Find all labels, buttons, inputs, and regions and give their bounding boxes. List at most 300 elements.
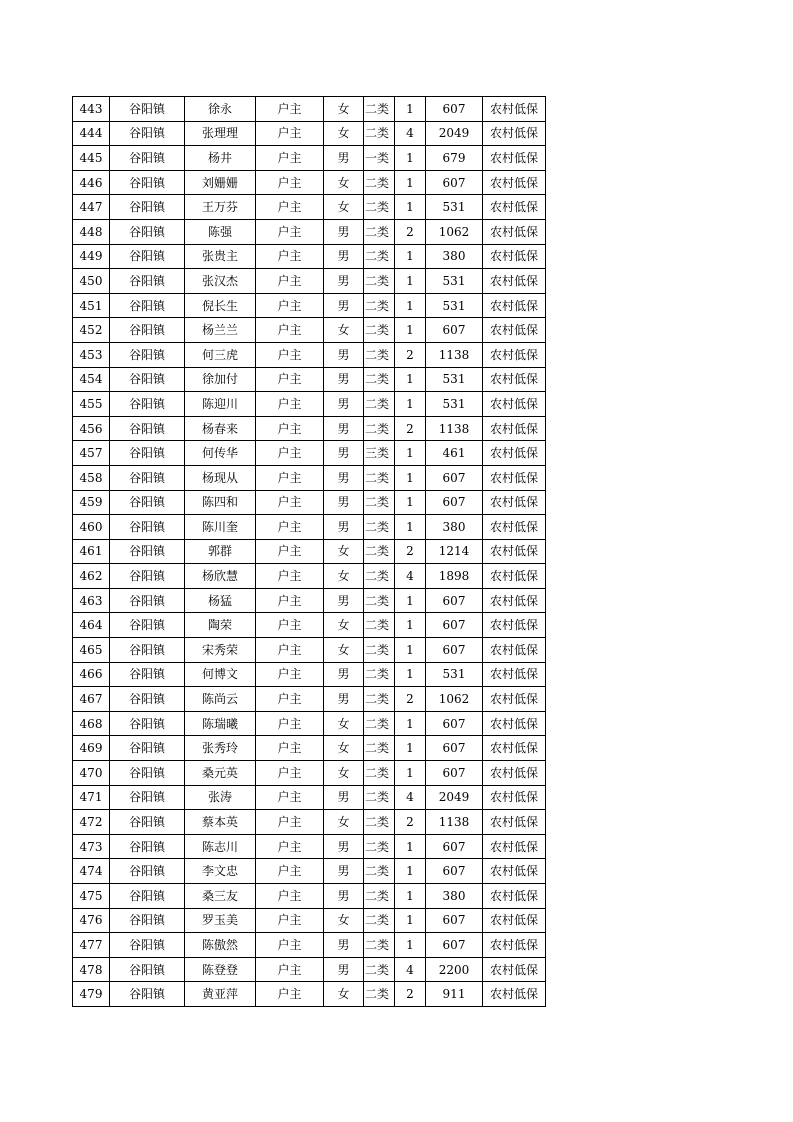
town-cell: 谷阳镇 <box>110 367 185 392</box>
gender-cell: 男 <box>324 687 364 712</box>
household-size-cell: 2 <box>395 416 426 441</box>
household-size-cell: 2 <box>395 810 426 835</box>
amount-cell: 380 <box>426 244 483 269</box>
relation-cell: 户主 <box>256 515 324 540</box>
name-cell: 王万芬 <box>185 195 256 220</box>
table-row <box>73 244 546 269</box>
relation-cell: 户主 <box>256 957 324 982</box>
amount-cell: 607 <box>426 613 483 638</box>
relation-cell: 户主 <box>256 982 324 1007</box>
program-cell: 农村低保 <box>483 367 546 392</box>
category-cell: 二类 <box>364 170 395 195</box>
table-row <box>73 662 546 687</box>
name-cell: 蔡本英 <box>185 810 256 835</box>
household-size-cell: 1 <box>395 392 426 417</box>
program-cell: 农村低保 <box>483 441 546 466</box>
gender-cell: 男 <box>324 490 364 515</box>
gender-cell: 女 <box>324 97 364 122</box>
name-cell: 陈登登 <box>185 957 256 982</box>
name-cell: 杨猛 <box>185 588 256 613</box>
town-cell: 谷阳镇 <box>110 121 185 146</box>
table-row <box>73 687 546 712</box>
amount-cell: 531 <box>426 367 483 392</box>
town-cell: 谷阳镇 <box>110 490 185 515</box>
gender-cell: 女 <box>324 638 364 663</box>
relation-cell: 户主 <box>256 269 324 294</box>
name-cell: 陈迎川 <box>185 392 256 417</box>
household-size-cell: 1 <box>395 933 426 958</box>
amount-cell: 1138 <box>426 342 483 367</box>
relation-cell: 户主 <box>256 810 324 835</box>
relation-cell: 户主 <box>256 170 324 195</box>
household-size-cell: 1 <box>395 662 426 687</box>
relation-cell: 户主 <box>256 219 324 244</box>
town-cell: 谷阳镇 <box>110 293 185 318</box>
table-row <box>73 736 546 761</box>
row-number-cell: 463 <box>73 588 110 613</box>
gender-cell: 男 <box>324 269 364 294</box>
town-cell: 谷阳镇 <box>110 416 185 441</box>
table-row <box>73 588 546 613</box>
table-row <box>73 859 546 884</box>
program-cell: 农村低保 <box>483 244 546 269</box>
program-cell: 农村低保 <box>483 515 546 540</box>
relation-cell: 户主 <box>256 613 324 638</box>
relation-cell: 户主 <box>256 933 324 958</box>
gender-cell: 女 <box>324 564 364 589</box>
table-row <box>73 785 546 810</box>
town-cell: 谷阳镇 <box>110 441 185 466</box>
row-number-cell: 467 <box>73 687 110 712</box>
row-number-cell: 468 <box>73 711 110 736</box>
program-cell: 农村低保 <box>483 392 546 417</box>
relation-cell: 户主 <box>256 638 324 663</box>
program-cell: 农村低保 <box>483 269 546 294</box>
household-size-cell: 1 <box>395 859 426 884</box>
name-cell: 李文忠 <box>185 859 256 884</box>
amount-cell: 607 <box>426 588 483 613</box>
name-cell: 宋秀荣 <box>185 638 256 663</box>
table-row <box>73 146 546 171</box>
row-number-cell: 472 <box>73 810 110 835</box>
row-number-cell: 462 <box>73 564 110 589</box>
program-cell: 农村低保 <box>483 121 546 146</box>
row-number-cell: 453 <box>73 342 110 367</box>
amount-cell: 607 <box>426 859 483 884</box>
town-cell: 谷阳镇 <box>110 908 185 933</box>
category-cell: 二类 <box>364 342 395 367</box>
program-cell: 农村低保 <box>483 982 546 1007</box>
name-cell: 桑三友 <box>185 884 256 909</box>
category-cell: 二类 <box>364 564 395 589</box>
household-size-cell: 1 <box>395 441 426 466</box>
gender-cell: 女 <box>324 810 364 835</box>
town-cell: 谷阳镇 <box>110 638 185 663</box>
town-cell: 谷阳镇 <box>110 613 185 638</box>
program-cell: 农村低保 <box>483 785 546 810</box>
household-size-cell: 1 <box>395 736 426 761</box>
table-row <box>73 908 546 933</box>
name-cell: 张秀玲 <box>185 736 256 761</box>
gender-cell: 女 <box>324 761 364 786</box>
amount-cell: 1138 <box>426 810 483 835</box>
town-cell: 谷阳镇 <box>110 982 185 1007</box>
category-cell: 二类 <box>364 908 395 933</box>
relation-cell: 户主 <box>256 342 324 367</box>
household-size-cell: 1 <box>395 588 426 613</box>
household-size-cell: 1 <box>395 613 426 638</box>
amount-cell: 911 <box>426 982 483 1007</box>
category-cell: 二类 <box>364 515 395 540</box>
program-cell: 农村低保 <box>483 195 546 220</box>
name-cell: 陈傲然 <box>185 933 256 958</box>
relation-cell: 户主 <box>256 736 324 761</box>
category-cell: 二类 <box>364 933 395 958</box>
table-row <box>73 441 546 466</box>
town-cell: 谷阳镇 <box>110 859 185 884</box>
town-cell: 谷阳镇 <box>110 269 185 294</box>
table-row <box>73 219 546 244</box>
row-number-cell: 452 <box>73 318 110 343</box>
town-cell: 谷阳镇 <box>110 244 185 269</box>
program-cell: 农村低保 <box>483 761 546 786</box>
town-cell: 谷阳镇 <box>110 219 185 244</box>
household-size-cell: 1 <box>395 293 426 318</box>
household-size-cell: 1 <box>395 367 426 392</box>
table-row <box>73 342 546 367</box>
gender-cell: 男 <box>324 859 364 884</box>
gender-cell: 女 <box>324 121 364 146</box>
table-row <box>73 416 546 441</box>
row-number-cell: 449 <box>73 244 110 269</box>
category-cell: 二类 <box>364 613 395 638</box>
program-cell: 农村低保 <box>483 884 546 909</box>
town-cell: 谷阳镇 <box>110 195 185 220</box>
program-cell: 农村低保 <box>483 293 546 318</box>
name-cell: 刘姗姗 <box>185 170 256 195</box>
relation-cell: 户主 <box>256 884 324 909</box>
amount-cell: 607 <box>426 736 483 761</box>
program-cell: 农村低保 <box>483 908 546 933</box>
relation-cell: 户主 <box>256 146 324 171</box>
amount-cell: 1062 <box>426 219 483 244</box>
category-cell: 二类 <box>364 219 395 244</box>
name-cell: 杨兰兰 <box>185 318 256 343</box>
relation-cell: 户主 <box>256 662 324 687</box>
gender-cell: 女 <box>324 318 364 343</box>
household-size-cell: 1 <box>395 318 426 343</box>
name-cell: 何三虎 <box>185 342 256 367</box>
program-cell: 农村低保 <box>483 539 546 564</box>
town-cell: 谷阳镇 <box>110 711 185 736</box>
amount-cell: 531 <box>426 293 483 318</box>
table-row <box>73 392 546 417</box>
name-cell: 罗玉美 <box>185 908 256 933</box>
table-row <box>73 318 546 343</box>
gender-cell: 女 <box>324 613 364 638</box>
household-size-cell: 1 <box>395 195 426 220</box>
table-row <box>73 933 546 958</box>
town-cell: 谷阳镇 <box>110 170 185 195</box>
amount-cell: 531 <box>426 195 483 220</box>
table-row <box>73 638 546 663</box>
category-cell: 二类 <box>364 318 395 343</box>
gender-cell: 男 <box>324 244 364 269</box>
table-row <box>73 490 546 515</box>
name-cell: 杨现从 <box>185 465 256 490</box>
gender-cell: 男 <box>324 392 364 417</box>
relation-cell: 户主 <box>256 859 324 884</box>
amount-cell: 607 <box>426 834 483 859</box>
row-number-cell: 455 <box>73 392 110 417</box>
table-row <box>73 170 546 195</box>
row-number-cell: 471 <box>73 785 110 810</box>
amount-cell: 607 <box>426 711 483 736</box>
amount-cell: 607 <box>426 761 483 786</box>
name-cell: 杨春来 <box>185 416 256 441</box>
table-row <box>73 97 546 122</box>
amount-cell: 1138 <box>426 416 483 441</box>
row-number-cell: 443 <box>73 97 110 122</box>
household-size-cell: 1 <box>395 884 426 909</box>
town-cell: 谷阳镇 <box>110 342 185 367</box>
relation-cell: 户主 <box>256 97 324 122</box>
category-cell: 二类 <box>364 957 395 982</box>
gender-cell: 男 <box>324 416 364 441</box>
household-size-cell: 1 <box>395 761 426 786</box>
town-cell: 谷阳镇 <box>110 392 185 417</box>
category-cell: 一类 <box>364 146 395 171</box>
row-number-cell: 464 <box>73 613 110 638</box>
category-cell: 二类 <box>364 785 395 810</box>
gender-cell: 男 <box>324 441 364 466</box>
program-cell: 农村低保 <box>483 490 546 515</box>
row-number-cell: 460 <box>73 515 110 540</box>
amount-cell: 2049 <box>426 785 483 810</box>
row-number-cell: 465 <box>73 638 110 663</box>
town-cell: 谷阳镇 <box>110 736 185 761</box>
household-size-cell: 2 <box>395 342 426 367</box>
household-size-cell: 1 <box>395 515 426 540</box>
gender-cell: 男 <box>324 367 364 392</box>
name-cell: 何博文 <box>185 662 256 687</box>
gender-cell: 女 <box>324 736 364 761</box>
amount-cell: 607 <box>426 170 483 195</box>
household-size-cell: 1 <box>395 244 426 269</box>
category-cell: 二类 <box>364 539 395 564</box>
gender-cell: 男 <box>324 515 364 540</box>
row-number-cell: 445 <box>73 146 110 171</box>
town-cell: 谷阳镇 <box>110 662 185 687</box>
table-row <box>73 195 546 220</box>
relation-cell: 户主 <box>256 564 324 589</box>
relation-cell: 户主 <box>256 465 324 490</box>
table-row <box>73 539 546 564</box>
program-cell: 农村低保 <box>483 170 546 195</box>
amount-cell: 1214 <box>426 539 483 564</box>
gender-cell: 男 <box>324 219 364 244</box>
household-size-cell: 4 <box>395 564 426 589</box>
row-number-cell: 459 <box>73 490 110 515</box>
row-number-cell: 461 <box>73 539 110 564</box>
program-cell: 农村低保 <box>483 662 546 687</box>
category-cell: 二类 <box>364 416 395 441</box>
amount-cell: 1062 <box>426 687 483 712</box>
household-size-cell: 1 <box>395 908 426 933</box>
town-cell: 谷阳镇 <box>110 957 185 982</box>
table-row <box>73 367 546 392</box>
row-number-cell: 447 <box>73 195 110 220</box>
gender-cell: 女 <box>324 195 364 220</box>
household-size-cell: 2 <box>395 687 426 712</box>
name-cell: 徐永 <box>185 97 256 122</box>
amount-cell: 380 <box>426 884 483 909</box>
gender-cell: 女 <box>324 982 364 1007</box>
amount-cell: 607 <box>426 933 483 958</box>
household-size-cell: 1 <box>395 146 426 171</box>
relation-cell: 户主 <box>256 121 324 146</box>
category-cell: 二类 <box>364 687 395 712</box>
household-size-cell: 1 <box>395 269 426 294</box>
amount-cell: 531 <box>426 392 483 417</box>
table-body <box>73 97 546 1007</box>
relation-cell: 户主 <box>256 687 324 712</box>
program-cell: 农村低保 <box>483 613 546 638</box>
category-cell: 二类 <box>364 859 395 884</box>
town-cell: 谷阳镇 <box>110 810 185 835</box>
category-cell: 二类 <box>364 810 395 835</box>
row-number-cell: 456 <box>73 416 110 441</box>
category-cell: 二类 <box>364 121 395 146</box>
name-cell: 倪长生 <box>185 293 256 318</box>
table-row <box>73 465 546 490</box>
gender-cell: 男 <box>324 588 364 613</box>
town-cell: 谷阳镇 <box>110 933 185 958</box>
program-cell: 农村低保 <box>483 146 546 171</box>
gender-cell: 男 <box>324 662 364 687</box>
table-row <box>73 564 546 589</box>
row-number-cell: 448 <box>73 219 110 244</box>
relation-cell: 户主 <box>256 761 324 786</box>
relation-cell: 户主 <box>256 834 324 859</box>
gender-cell: 女 <box>324 170 364 195</box>
category-cell: 二类 <box>364 638 395 663</box>
relation-cell: 户主 <box>256 785 324 810</box>
row-number-cell: 477 <box>73 933 110 958</box>
relation-cell: 户主 <box>256 392 324 417</box>
gender-cell: 男 <box>324 834 364 859</box>
table-row <box>73 810 546 835</box>
household-size-cell: 4 <box>395 957 426 982</box>
amount-cell: 607 <box>426 97 483 122</box>
name-cell: 桑元英 <box>185 761 256 786</box>
category-cell: 二类 <box>364 662 395 687</box>
name-cell: 徐加付 <box>185 367 256 392</box>
category-cell: 二类 <box>364 244 395 269</box>
table-row <box>73 711 546 736</box>
name-cell: 张理理 <box>185 121 256 146</box>
amount-cell: 1898 <box>426 564 483 589</box>
gender-cell: 女 <box>324 711 364 736</box>
amount-cell: 607 <box>426 490 483 515</box>
gender-cell: 男 <box>324 957 364 982</box>
household-size-cell: 1 <box>395 834 426 859</box>
household-size-cell: 2 <box>395 219 426 244</box>
gender-cell: 男 <box>324 884 364 909</box>
name-cell: 陶荣 <box>185 613 256 638</box>
row-number-cell: 451 <box>73 293 110 318</box>
table-row <box>73 293 546 318</box>
amount-cell: 461 <box>426 441 483 466</box>
program-cell: 农村低保 <box>483 957 546 982</box>
table-row <box>73 761 546 786</box>
category-cell: 二类 <box>364 982 395 1007</box>
program-cell: 农村低保 <box>483 810 546 835</box>
amount-cell: 380 <box>426 515 483 540</box>
category-cell: 二类 <box>364 736 395 761</box>
relation-cell: 户主 <box>256 195 324 220</box>
town-cell: 谷阳镇 <box>110 785 185 810</box>
row-number-cell: 469 <box>73 736 110 761</box>
amount-cell: 607 <box>426 908 483 933</box>
row-number-cell: 473 <box>73 834 110 859</box>
category-cell: 二类 <box>364 269 395 294</box>
amount-cell: 2049 <box>426 121 483 146</box>
category-cell: 二类 <box>364 490 395 515</box>
name-cell: 张贵主 <box>185 244 256 269</box>
program-cell: 农村低保 <box>483 859 546 884</box>
beneficiary-table <box>72 96 546 1007</box>
table-row <box>73 515 546 540</box>
name-cell: 陈尚云 <box>185 687 256 712</box>
household-size-cell: 2 <box>395 982 426 1007</box>
category-cell: 二类 <box>364 97 395 122</box>
name-cell: 陈强 <box>185 219 256 244</box>
amount-cell: 531 <box>426 269 483 294</box>
category-cell: 二类 <box>364 588 395 613</box>
name-cell: 何传华 <box>185 441 256 466</box>
program-cell: 农村低保 <box>483 638 546 663</box>
relation-cell: 户主 <box>256 293 324 318</box>
table-row <box>73 834 546 859</box>
table-row <box>73 957 546 982</box>
name-cell: 杨欣慧 <box>185 564 256 589</box>
relation-cell: 户主 <box>256 318 324 343</box>
row-number-cell: 466 <box>73 662 110 687</box>
gender-cell: 女 <box>324 908 364 933</box>
program-cell: 农村低保 <box>483 465 546 490</box>
name-cell: 张涛 <box>185 785 256 810</box>
program-cell: 农村低保 <box>483 416 546 441</box>
town-cell: 谷阳镇 <box>110 564 185 589</box>
gender-cell: 男 <box>324 933 364 958</box>
row-number-cell: 457 <box>73 441 110 466</box>
program-cell: 农村低保 <box>483 219 546 244</box>
household-size-cell: 1 <box>395 638 426 663</box>
row-number-cell: 444 <box>73 121 110 146</box>
name-cell: 张汉杰 <box>185 269 256 294</box>
town-cell: 谷阳镇 <box>110 318 185 343</box>
gender-cell: 男 <box>324 293 364 318</box>
category-cell: 二类 <box>364 293 395 318</box>
category-cell: 二类 <box>364 834 395 859</box>
name-cell: 郭群 <box>185 539 256 564</box>
amount-cell: 679 <box>426 146 483 171</box>
gender-cell: 男 <box>324 465 364 490</box>
row-number-cell: 476 <box>73 908 110 933</box>
row-number-cell: 478 <box>73 957 110 982</box>
gender-cell: 男 <box>324 342 364 367</box>
